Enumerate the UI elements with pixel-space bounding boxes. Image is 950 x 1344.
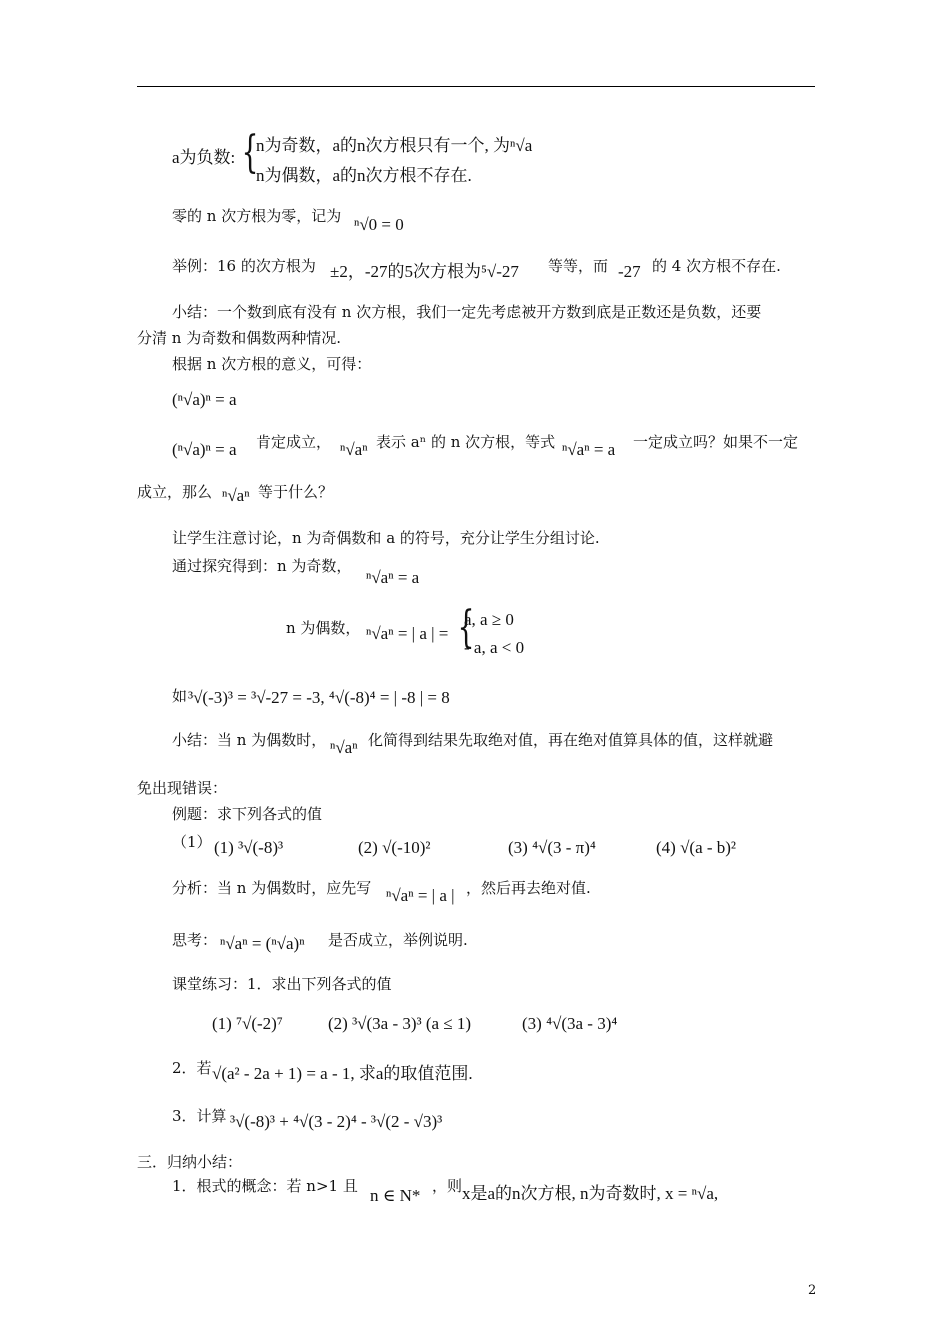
exercise-3-formula: ³√(-8)³ + ⁴√(3 - 2)⁴ - ³√(2 - √3)³ — [230, 1112, 443, 1131]
summary-2-text-b: 化简得到结果先取绝对值，再在绝对值算具体的值，这样就避 — [368, 731, 774, 749]
example-label: 如 — [172, 687, 188, 705]
exercise-title: 课堂练习：1．求出下列各式的值 — [172, 975, 392, 993]
concept-text: 1．根式的概念：若 n>1 且 — [172, 1177, 358, 1195]
problem-label: （1） — [172, 833, 212, 851]
discuss-text: 让学生注意讨论，n 为奇偶数和 a 的符号，充分让学生分组讨论. — [172, 529, 600, 547]
root-an-3: ⁿ√aⁿ — [330, 738, 358, 757]
even-result-formula: ⁿ√aⁿ = | a | = — [366, 624, 449, 643]
brace: { — [241, 127, 259, 178]
analysis-formula: ⁿ√aⁿ = | a | — [386, 886, 455, 905]
exercise-2-label: 2．若 — [172, 1059, 212, 1077]
identity-formula: (ⁿ√a)ⁿ = a — [172, 390, 237, 409]
odd-result-text: 通过探究得到：n 为奇数， — [172, 557, 352, 575]
example-problem-title: 例题：求下列各式的值 — [172, 805, 323, 823]
example-computation: ³√(-3)³ = ³√-27 = -3, ⁴√(-8)⁴ = | -8 | = 8 — [188, 688, 450, 707]
summary-2-text: 小结：当 n 为偶数时， — [172, 731, 327, 749]
think-formula: ⁿ√aⁿ = (ⁿ√a)ⁿ — [220, 934, 305, 953]
problem-item: (2) √(-10)² — [358, 838, 431, 857]
example-formula-1: ±2，-27的5次方根为⁵√-27 — [330, 262, 519, 281]
analysis-text-b: ，然后再去绝对值. — [466, 879, 591, 897]
exercise-2-formula: √(a² - 2a + 1) = a - 1, 求a的取值范围. — [212, 1064, 473, 1083]
summary-line-1: 小结：一个数到底有没有 n 次方根，我们一定先考虑被开方数到底是正数还是负数，还要 — [172, 303, 762, 321]
what-text: 等于什么？ — [258, 483, 334, 501]
identity-formula-2: (ⁿ√a)ⁿ = a — [172, 440, 237, 459]
then-text: 成立，那么 — [137, 483, 213, 501]
example-text: 举例：16 的次方根为 — [172, 257, 316, 275]
odd-result-formula: ⁿ√aⁿ = a — [366, 568, 420, 587]
problem-item: (3) ⁴√(3 - π)⁴ — [508, 838, 596, 857]
negative-a-label: a为负数: — [172, 148, 236, 167]
exercise-item: (2) ³√(3a - 3)³ (a ≤ 1) — [328, 1014, 472, 1033]
exercise-item: (3) ⁴√(3a - 3)⁴ — [522, 1014, 618, 1033]
problem-item: (1) ³√(-8)³ — [214, 838, 284, 857]
example-text-2: 等等，而 — [548, 257, 609, 275]
means-text: 表示 aⁿ 的 n 次方根，等式 — [376, 433, 556, 451]
root-an-2: ⁿ√aⁿ — [222, 486, 250, 505]
certain-text: 肯定成立， — [256, 433, 332, 451]
root-an-1: ⁿ√aⁿ — [340, 440, 368, 459]
avoid-error-text: 免出现错误： — [137, 779, 228, 797]
exercise-item: (1) ⁷√(-2)⁷ — [212, 1014, 283, 1033]
meaning-text: 根据 n 次方根的意义，可得： — [172, 355, 372, 373]
header-rule — [137, 86, 815, 87]
brace-2: { — [457, 602, 475, 653]
example-text-3: 的 4 次方根不存在. — [652, 257, 781, 275]
analysis-text: 分析：当 n 为偶数时，应先写 — [172, 879, 372, 897]
section-three-heading: 三．归纳小结： — [137, 1153, 243, 1171]
problem-item: (4) √(a - b)² — [656, 838, 737, 857]
root-an-eq: ⁿ√aⁿ = a — [562, 440, 616, 459]
summary-line-2: 分清 n 为奇数和偶数两种情况. — [137, 329, 341, 347]
think-text: 是否成立，举例说明. — [328, 931, 468, 949]
case-odd: n为奇数，a的n次方根只有一个, 为ⁿ√a — [256, 136, 533, 155]
concept-formula-2: x是a的n次方根, n为奇数时, x = ⁿ√a, — [462, 1184, 719, 1203]
case-even: n为偶数，a的n次方根不存在. — [256, 166, 472, 185]
think-label: 思考： — [172, 931, 218, 949]
page-number: 2 — [808, 1283, 817, 1298]
even-result-text: n 为偶数， — [286, 619, 361, 637]
zero-root-formula: ⁿ√0 = 0 — [354, 215, 404, 234]
exercise-3-label: 3．计算 — [172, 1107, 227, 1125]
question-text: 一定成立吗？如果不一定 — [633, 433, 799, 451]
example-formula-2: -27 — [618, 262, 641, 281]
concept-text-b: ，则 — [432, 1177, 463, 1195]
concept-formula-1: n ∈ N* — [370, 1186, 421, 1205]
even-case-2: - a, a < 0 — [464, 638, 525, 657]
even-case-1: a, a ≥ 0 — [464, 610, 514, 629]
zero-root-text: 零的 n 次方根为零，记为 — [172, 207, 342, 225]
